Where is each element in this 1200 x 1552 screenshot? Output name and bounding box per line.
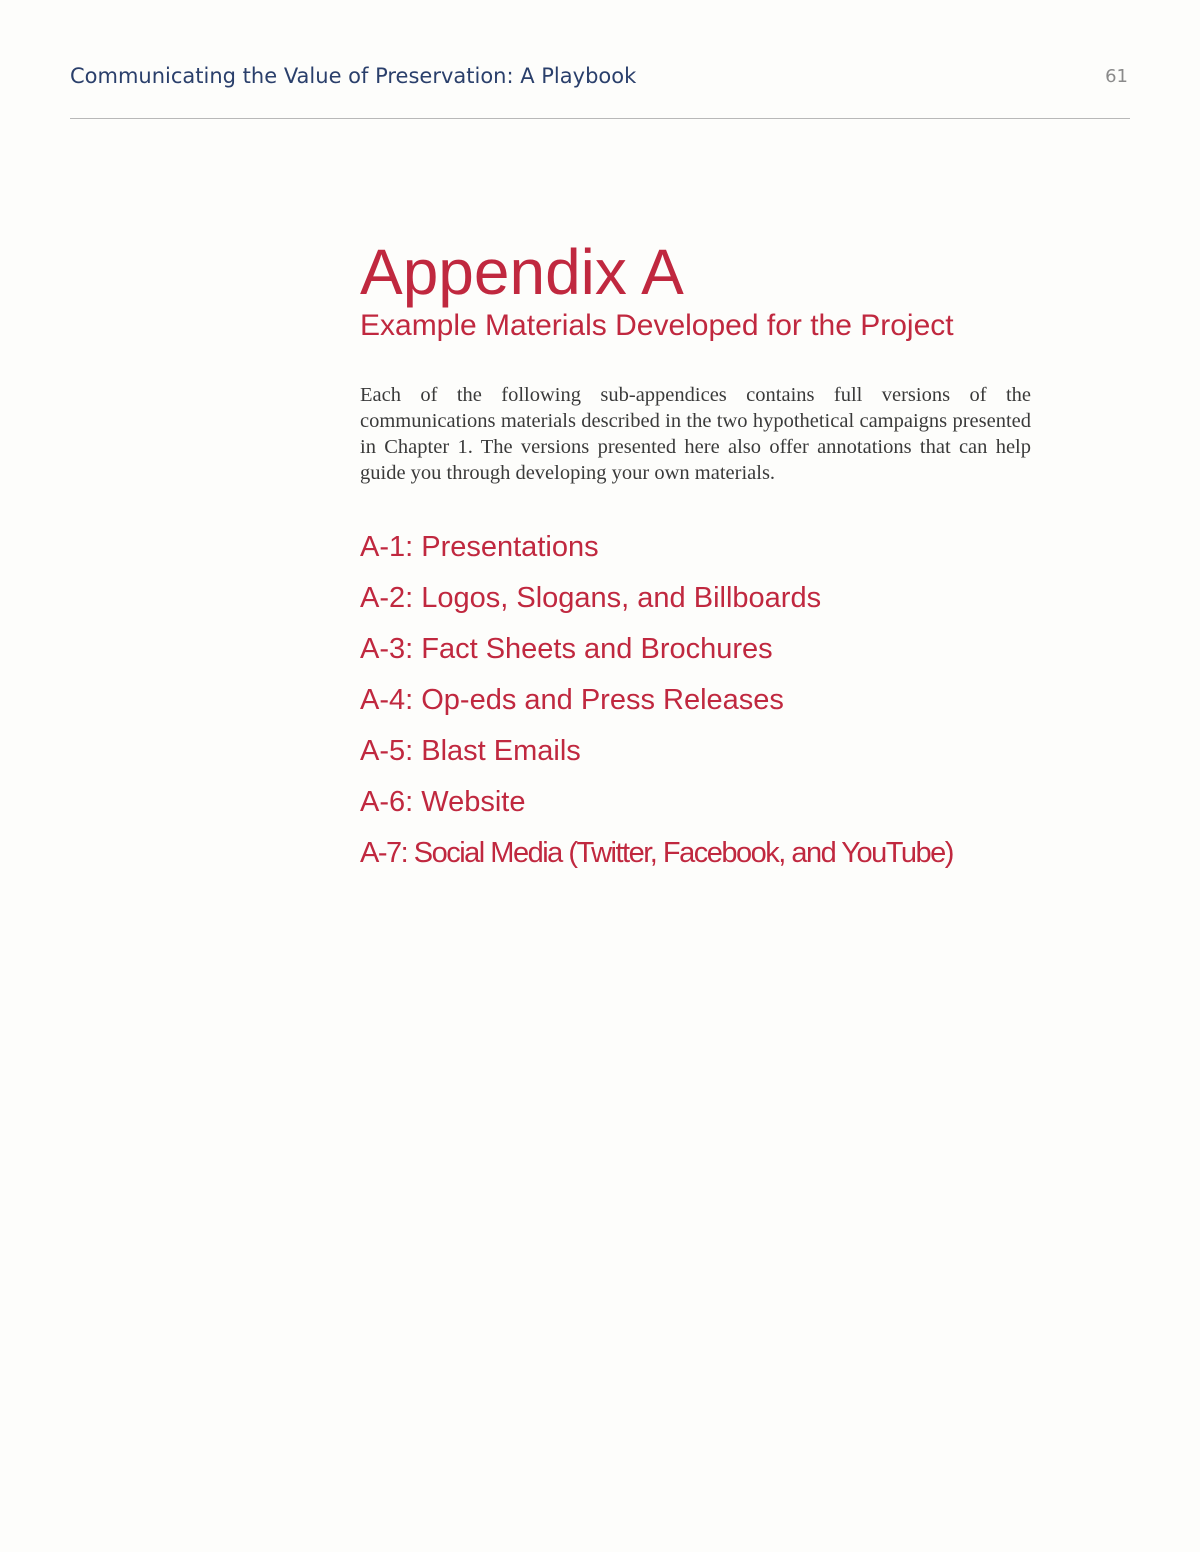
header-divider [70,118,1130,119]
appendix-intro: Each of the following sub-appendices contains full versions of the communications materials described in the two hypothetical campaigns presented in Chapter 1. The versions presented here also offer annotations that can help guide you through developing your own materials. [360,384,1031,484]
sub-appendix-item-a7[interactable]: A-7: Social Media (Twitter, Facebook, and YouTube) [360,837,953,869]
sub-appendix-item-a1[interactable]: A-1: Presentations [360,531,599,563]
sub-appendix-list [360,522,1031,879]
sub-appendix-item-a5[interactable]: A-5: Blast Emails [360,735,581,767]
page-number: 61 [1105,66,1128,87]
appendix-content [360,236,1031,879]
sub-appendix-item-a4[interactable]: A-4: Op-eds and Press Releases [360,684,784,716]
running-header-title: Communicating the Value of Preservation: A Playbook [70,64,637,88]
appendix-title: Appendix A [360,236,684,308]
sub-appendix-item-a6[interactable]: A-6: Website [360,786,526,818]
sub-appendix-item-a3[interactable]: A-3: Fact Sheets and Brochures [360,633,773,665]
sub-appendix-item-a2[interactable]: A-2: Logos, Slogans, and Billboards [360,582,822,614]
appendix-subtitle: Example Materials Developed for the Project [360,309,954,342]
